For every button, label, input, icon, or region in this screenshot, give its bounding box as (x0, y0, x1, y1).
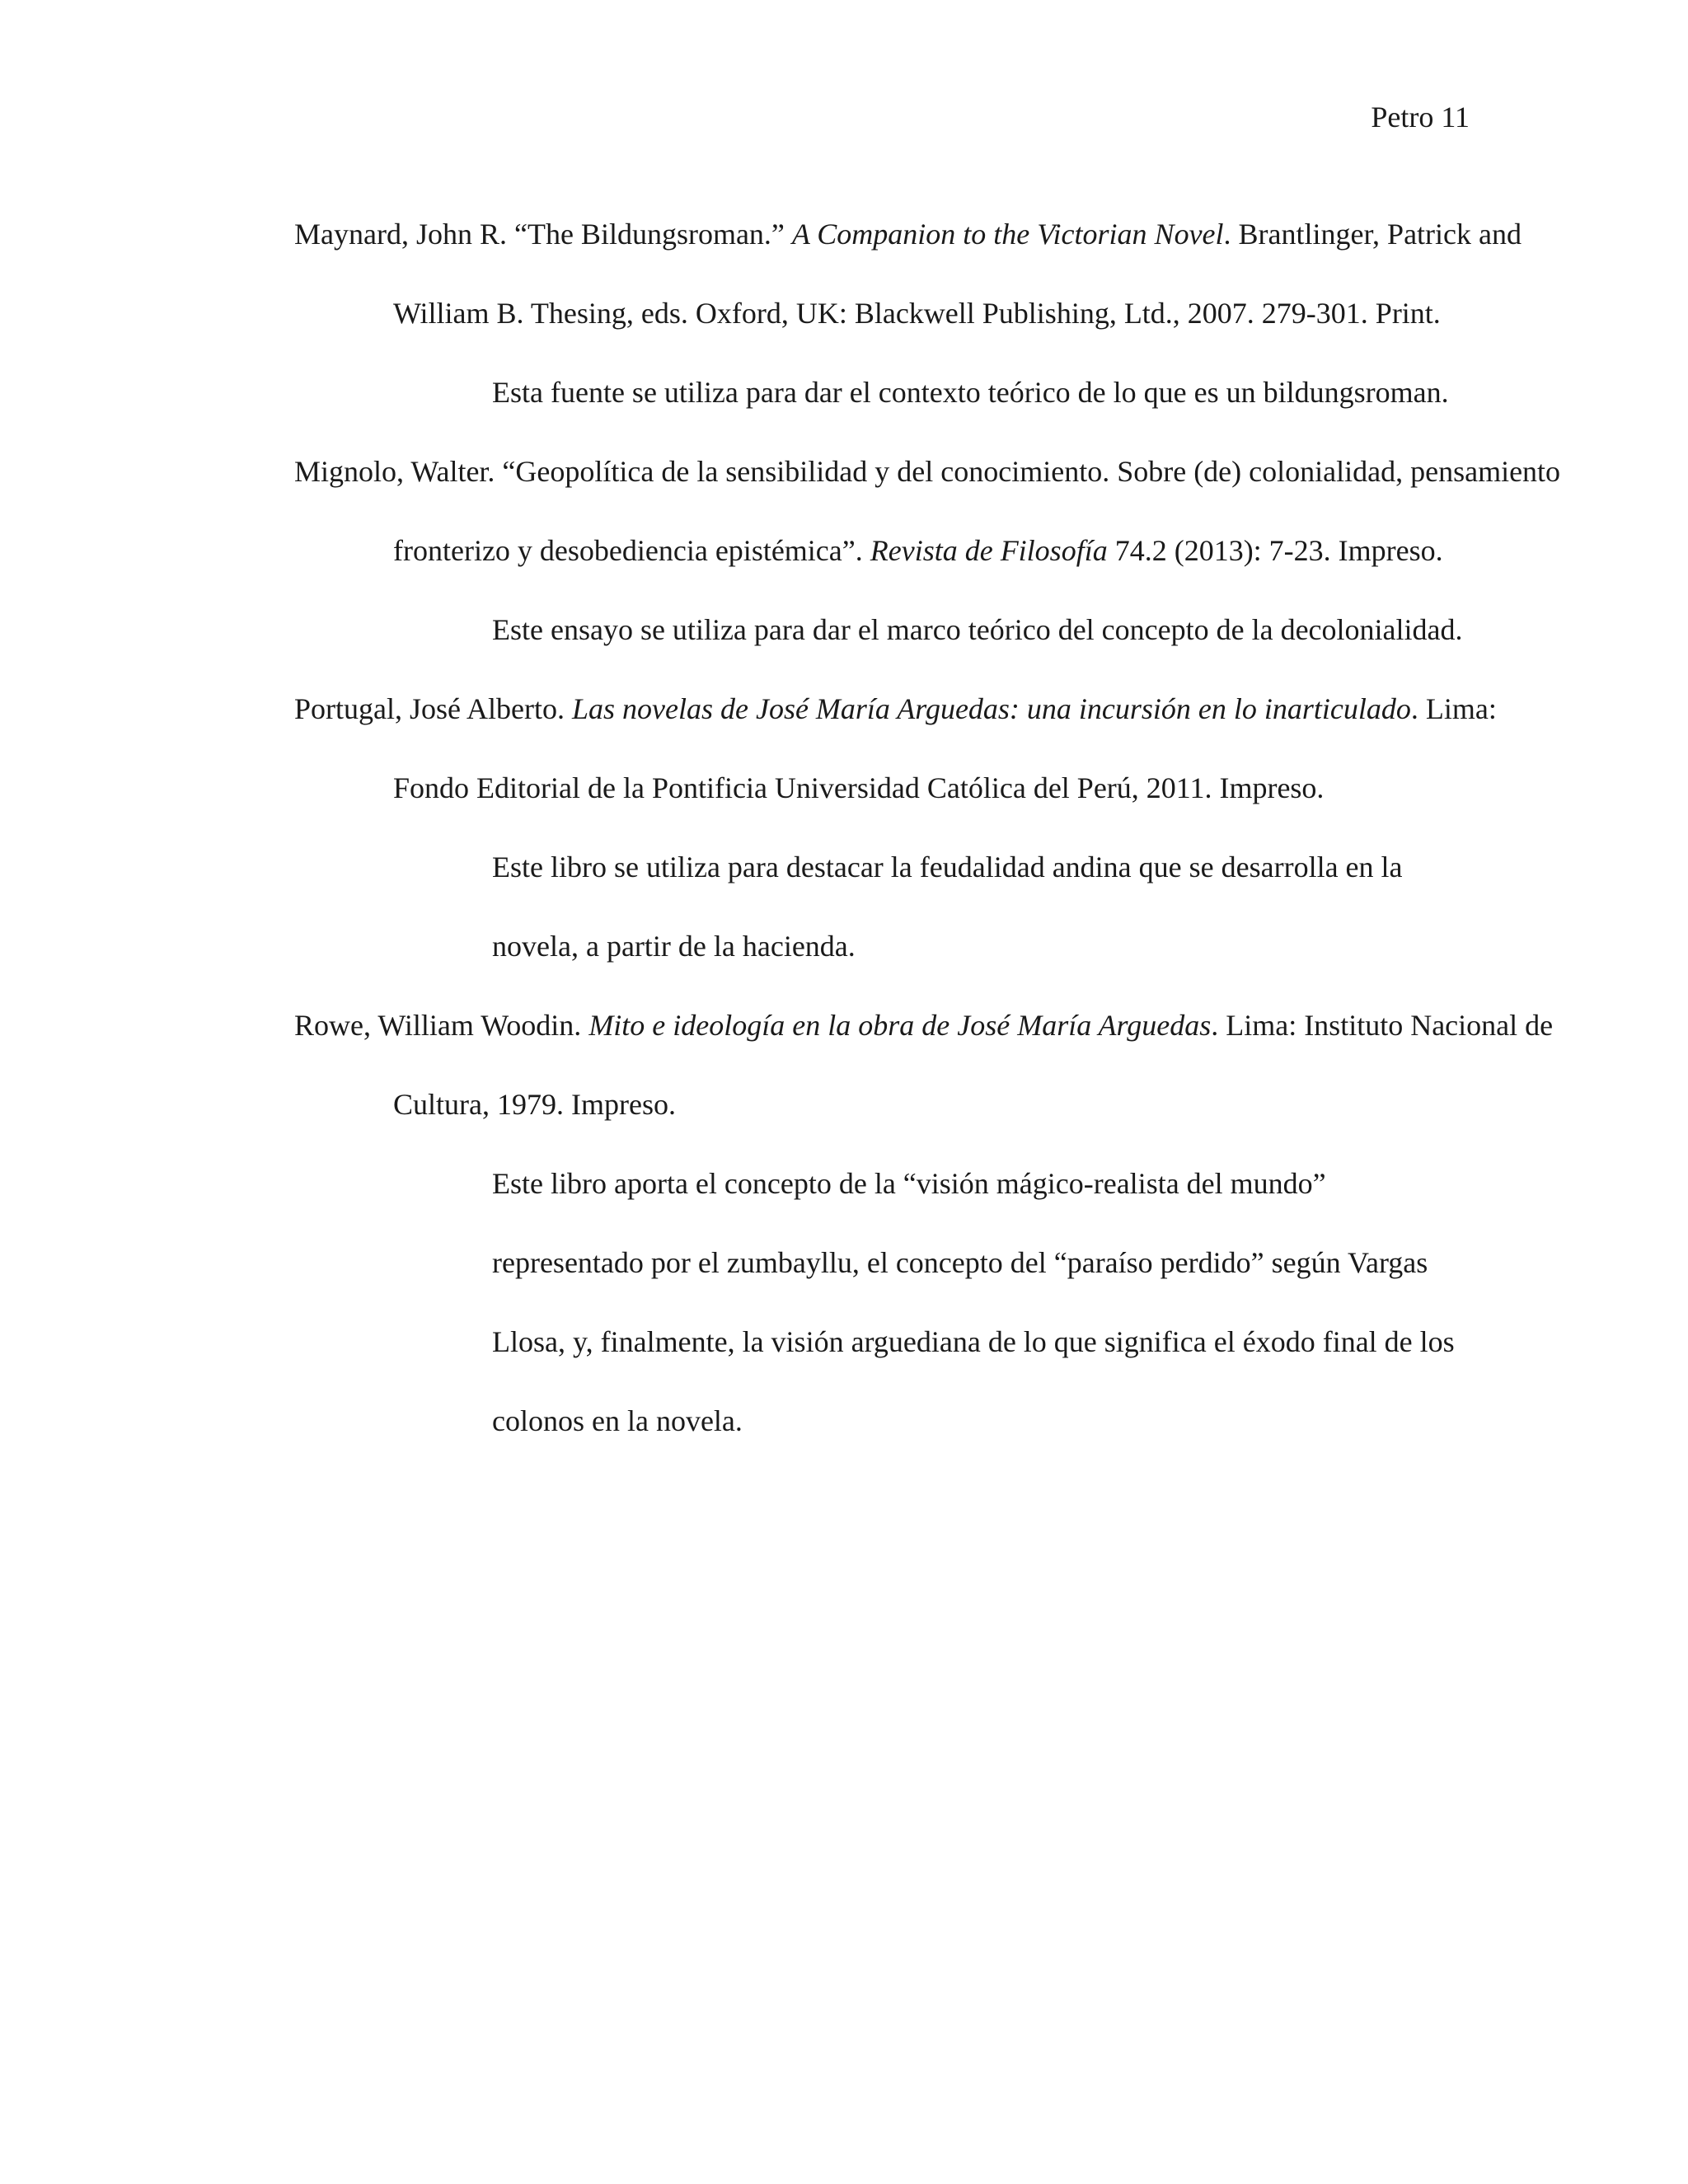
annotation-text: Este libro aporta el concepto de la “visión mágico-realista del mundo” representado por el zumbayllu, el concepto del “paraíso perdido” según Vargas Llosa, y, finalmente, la visión arguediana de lo que significa el éxodo final de los colonos en la novela. (492, 1167, 1455, 1437)
annotation-text: Este ensayo se utiliza para dar el marco teórico del concepto de la decolonialidad. (492, 613, 1463, 646)
citation-publication-details: 74.2 (2013): 7-23. Impreso. (1107, 534, 1443, 567)
citation-source-title: Revista de Filosofía (870, 534, 1108, 567)
bibliography-entry (294, 194, 1522, 432)
annotation-text: Este libro se utiliza para destacar la feudalidad andina que se desarrolla en la novela, a partir de la hacienda. (492, 851, 1403, 963)
bibliography-entry (294, 986, 1554, 1460)
annotation-text: Esta fuente se utiliza para dar el contexto teórico de lo que es un bildungsroman. (492, 376, 1449, 409)
citation-author: Maynard, John R. (294, 218, 507, 251)
running-head: Petro 11 (1371, 101, 1470, 134)
citation-article-title: “Geopolítica de la sensibilidad y del conocimiento. Sobre (de) colonialidad, pensamiento fronterizo y desobediencia epistémica”. (393, 455, 1561, 567)
citation (294, 432, 1568, 590)
citation-source-title: Las novelas de José María Arguedas: una incursión en lo inarticulado (571, 692, 1411, 725)
annotation (492, 353, 1469, 432)
bibliography-entry (294, 669, 1497, 986)
annotation (492, 590, 1469, 669)
citation-article-title: “The Bildungsroman.” (513, 218, 785, 251)
citation (294, 669, 1568, 827)
citation (294, 986, 1568, 1144)
citation-publication-details: . Lima: Fondo Editorial de la Pontificia Universidad Católica del Perú, 2011. Impreso. (393, 692, 1497, 804)
works-cited-list (294, 194, 1561, 1460)
citation-publication-details: . Brantlinger, Patrick and William B. Thesing, eds. Oxford, UK: Blackwell Publishing, Ltd., 2007. 279-301. Print. (393, 218, 1522, 330)
citation-author: Rowe, William Woodin. (294, 1009, 582, 1042)
citation-author: Portugal, José Alberto. (294, 692, 565, 725)
annotation (492, 827, 1469, 986)
citation-publication-details: . Lima: Instituto Nacional de Cultura, 1979. Impreso. (393, 1009, 1554, 1121)
citation-source-title: Mito e ideología en la obra de José María Arguedas (588, 1009, 1212, 1042)
bibliography-entry (294, 432, 1561, 669)
citation-source-title: A Companion to the Victorian Novel (791, 218, 1224, 251)
annotation (492, 1144, 1469, 1460)
citation-author: Mignolo, Walter. (294, 455, 495, 488)
citation (294, 194, 1568, 353)
